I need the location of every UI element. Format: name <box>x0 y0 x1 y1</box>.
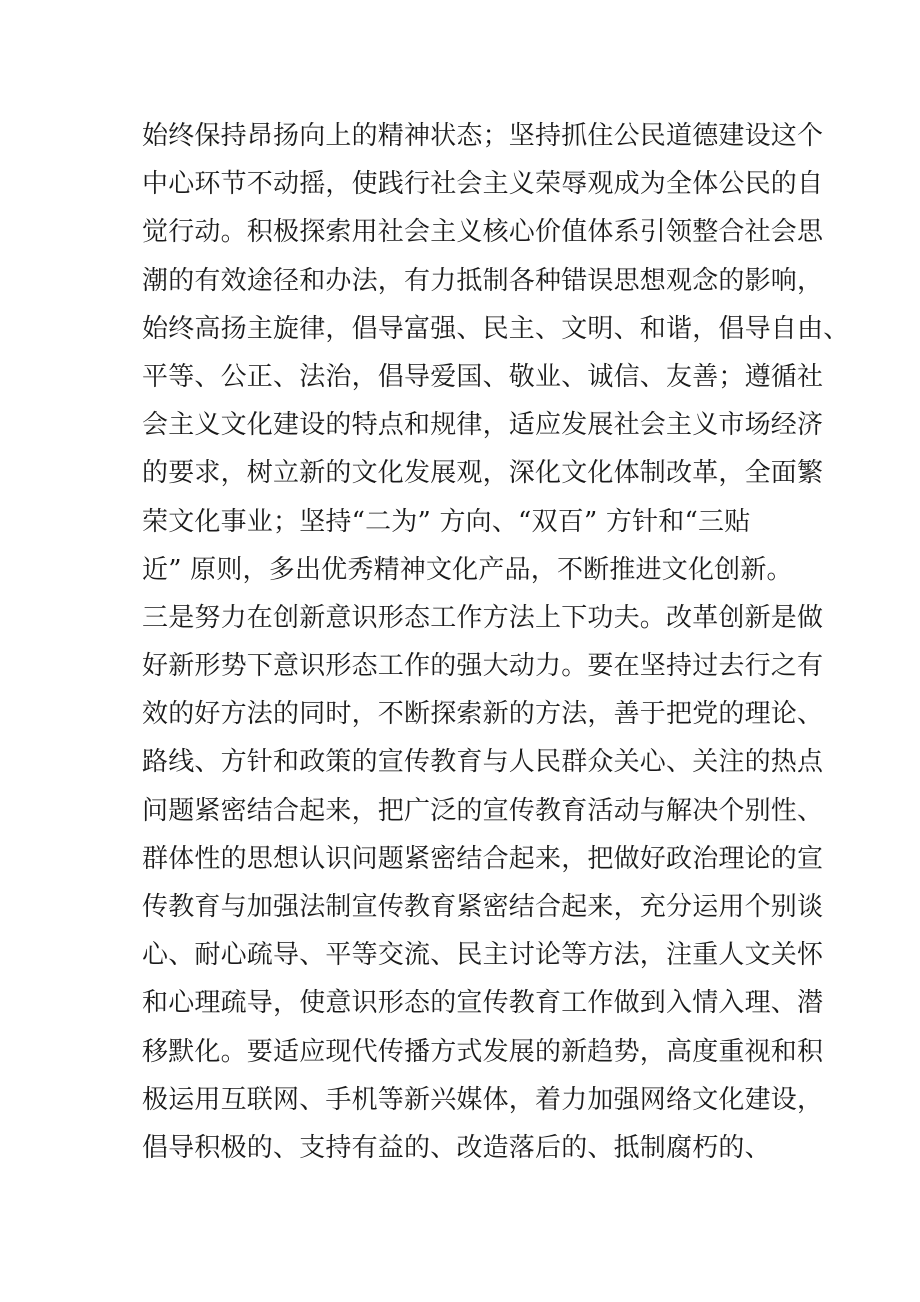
text-line: 倡导积极的、支持有益的、改造落后的、抵制腐朽的、 <box>142 1132 771 1163</box>
text-line: 群体性的思想认识问题紧密结合起来，把做好政治理论的宣 <box>142 843 824 874</box>
text-line: 平等、公正、法治，倡导爱国、敬业、诚信、友善；遵循社 <box>142 361 824 392</box>
text-line: 移默化。要适应现代传播方式发展的新趋势，高度重视和积 <box>142 1036 824 1067</box>
text-line: 极运用互联网、手机等新兴媒体，着力加强网络文化建设， <box>142 1084 824 1115</box>
text-line: 始终保持昂扬向上的精神状态；坚持抓住公民道德建设这个 <box>142 121 824 151</box>
text-line: 问题紧密结合起来，把广泛的宣传教育活动与解决个别性、 <box>142 795 824 826</box>
text-line: 的要求，树立新的文化发展观，深化文化体制改革，全面繁 <box>142 458 824 489</box>
text-line: 会主义文化建设的特点和规律，适应发展社会主义市场经济 <box>142 410 824 441</box>
text-line: 效的好方法的同时，不断探索新的方法，善于把党的理论、 <box>142 699 824 730</box>
text-line: 好新形势下意识形态工作的强大动力。要在坚持过去行之有 <box>142 651 824 682</box>
text-line: 始终高扬主旋律，倡导富强、民主、文明、和谐，倡导自由、 <box>142 313 850 344</box>
text-line: 觉行动。积极探索用社会主义核心价值体系引领整合社会思 <box>142 217 824 248</box>
text-line: 和心理疏导，使意识形态的宣传教育工作做到入情入理、潜 <box>142 988 824 1019</box>
body-text <box>142 112 850 1172</box>
text-line: 潮的有效途径和办法，有力抵制各种错误思想观念的影响， <box>142 265 824 296</box>
text-line: 近” 原则，多出优秀精神文化产品，不断推进文化创新。 <box>142 554 793 585</box>
text-line: 荣文化事业；坚持“二为” 方向、“双百” 方针和“三贴 <box>142 506 751 537</box>
text-line: 路线、方针和政策的宣传教育与人民群众关心、关注的热点 <box>142 747 824 778</box>
text-line: 中心环节不动摇，使践行社会主义荣辱观成为全体公民的自 <box>142 169 824 200</box>
text-line: 传教育与加强法制宣传教育紧密结合起来，充分运用个别谈 <box>142 892 824 922</box>
text-line: 三是努力在创新意识形态工作方法上下功夫。改革创新是做 <box>142 602 824 633</box>
text-line: 心、耐心疏导、平等交流、民主讨论等方法，注重人文关怀 <box>142 940 824 971</box>
